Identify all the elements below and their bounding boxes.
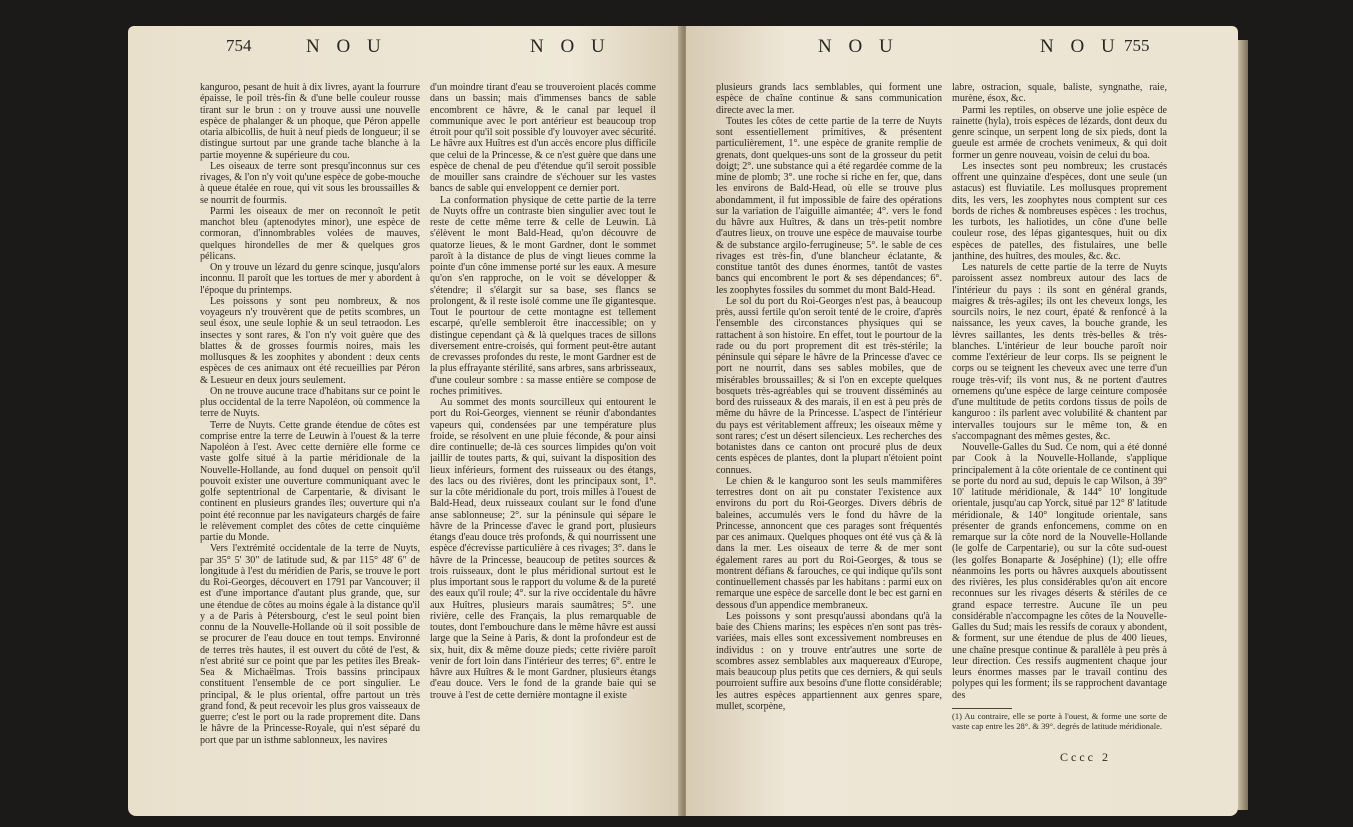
paragraph: Au sommet des monts sourcilleux qui entourent le port du Roi-Georges, viennent se réunir d'abondantes vapeurs qui, condensées par une température plus froide, se résolvent en une pluie féconde, & pour ainsi dire continuelle; de-là ces sources limpides qu'on voit jaillir de toutes parts, & qui, suivant la disposition des lieux inférieurs, forment des ruisseaux ou des étangs, des lacs ou des rivières, dont les principaux sont, 1°. sur la côte méridionale du port, trois milles à l'ouest de Bald-Head, deux ruisseaux coulant sur le fond d'une anse sablonneuse; 2°. sur la péninsule qui sépare le hâvre de la Princesse d'avec le grand port, plusieurs étangs d'eau douce très profonds, & qui nourrissent une espèce d'écrevisse particulière à ces rivages; 3°. dans le hâvre de la Princesse, beaucoup de petites sources & trois ruisseaux, dont le plus méridional surtout est le plus important sous le rapport du volume & de la pureté des eaux qu'il roule; 4°. sur la rive occidentale du hâvre aux Huîtres, plusieurs marais saumâtres; 5°. une rivière, celle des Français, la plus remarquable de toutes, dont l'embouchure dans le même hâvre est aussi large que la Seine à Paris, & dont la profondeur est de six, huit, dix & même douze pieds; cette rivière paroît venir de fort loin dans l'intérieur des terres; 6°. entre le hâvre aux Huîtres & le mont Gardner, plusieurs étangs d'eau douce. Vers le fond de la grande baie qui se trouve à l'est de cette dernière montagne il existe [430, 397, 656, 701]
paragraph: Parmi les reptiles, on observe une jolie espèce de rainette (hyla), trois espèces de lézards, dont deux du genre scinque, un serpent long de six pieds, dont la gueule est armée de crochets venimeux, & qui doit former un genre nouveau, voisin de celui du boa. [952, 104, 1167, 161]
right-page-column-2 [952, 82, 1167, 702]
paragraph: Les insectes sont peu nombreux; les crustacés offrent une quinzaine d'espèces, dont une seule (un astacus) est fluviatile. Les mollusques proprement dits, les vers, les zoophytes nous comptent sur ces bords de riches & nombreuses espèces : les trochus, les turbots, les haliotides, un cône d'une belle couleur rose, des lépas gigantesques, huit ou dix espèces de patelles, des fistulaires, une belle janthine, des huîtres, des moules, &c. &c. [952, 160, 1167, 262]
paragraph: La conformation physique de cette partie de la terre de Nuyts offre un contraste bien singulier avec tout le reste de cette même terre & celle de Leuwin. Là s'élèvent le mont Bald-Head, qu'on découvre de quatorze lieues, & le mont Gardner, dont le sommet paroît à la distance de plus de vingt lieues comme la pointe d'un cône immense porté sur les eaux. A mesure qu'on s'en rapproche, on le voit se développer & s'étendre; il s'élargit sur sa base, ses flancs se prolongent, & il reste isolé comme une île gigantesque. Tout le pourtour de cette montagne est tellement escarpé, qu'elle sembleroit être inaccessible; on y distingue cependant çà & là quelques traces de sillons diversement entre-croisés, qui forment peut-être autant de crevasses profondes du reste, le mont Gardner est de la plus effrayante stérilité, sans arbres, sans arbrisseaux, d'une couleur sombre : sa masse entière se compose de roches primitives. [430, 194, 656, 397]
paragraph: Le chien & le kanguroo sont les seuls mammifères terrestres dont on ait pu constater l'existence aux environs du port du Roi-Georges. Divers débris de baleines, accumulés vers le fond du hâvre de la Princesse, annoncent que ces parages sont fréquentés par ces animaux. Quelques phoques ont été vus çà & là dans la mer. Les oiseaux de terre & de mer sont également rares au port du Roi-Georges, & tous se montrent défians & farouches, ce qui indique qu'ils sont continuellement chassés par les habitans : parmi eux on remarque une espèce de sarcelle dont le bec est garni en dessous d'un appendice membraneux. [716, 475, 942, 611]
left-page-column-2 [430, 82, 656, 772]
left-page-column-1 [200, 82, 420, 772]
paragraph: On ne trouve aucune trace d'habitans sur ce point le plus occidental de la terre Napoléon, où commence la terre de Nuyts. [200, 385, 420, 420]
paragraph: Parmi les oiseaux de mer on reconnoît le petit manchot bleu (aptenodytes minor), une espèce de cormoran, d'innombrables volées de mauves, quelques hirondelles de mer & quelques gros pélicans. [200, 205, 420, 262]
page-edge-shadow [1238, 40, 1248, 810]
footnote: (1) Au contraire, elle se porte à l'ouest, & forme une sorte de vaste cap entre les 28°. & 39°. degrés de latitude méridionale. [952, 711, 1167, 731]
right-page-column-1 [716, 82, 942, 772]
page-number-right: 755 [1124, 36, 1150, 55]
paragraph: Vers l'extrémité occidentale de la terre de Nuyts, par 35° 5' 30" de latitude sud, & par 115° 48' 6" de longitude à l'est du méridien de Paris, se trouve le port du Roi-Georges, découvert en 1791 par Vancouver; il est d'une importance d'autant plus grande, que, sur une étendue de côtes au moins égale à la distance qu'il y a de Paris à Pétersbourg, c'est le seul point bien connu de la Nouvelle-Hollande où il soit possible de se procurer de l'eau douce en tout temps. Environné de terres très hautes, il est ouvert du côté de l'est, & n'est abrité sur ce point que par les petites îles Break-Sea & Michaëlmas. Trois bassins principaux constituent l'ensemble de ce port singulier. Le principal, & le plus oriental, offre partout un très grand fond, & peut recevoir les plus gros vaisseaux de guerre; c'est le port ou la rade proprement dite. Dans le hâvre de la Princesse-Royale, qui n'est séparé du port que par un isthme sablonneux, les navires [200, 543, 420, 746]
paragraph: Toutes les côtes de cette partie de la terre de Nuyts sont essentiellement primitives, & présentent particulièrement, 1°. une espèce de granite remplie de grenats, dont quelques-uns sont de la grosseur du petit doigt; 2°. une substance qui a été regardée comme de la mine de plomb; 3°. une roche si riche en fer, que, dans les environs de Bald-Head, où elle se trouve plus abondamment, il fut impossible de faire des opérations sur la variation de l'aiguille aimantée; 4°. vers le fond du hâvre aux Huîtres, & dans un très-petit nombre d'autres lieux, on trouve une espèce de mauvaise tourbe & de substance argilo-ferrugineuse; 5°. le sable de ces rivages est très-fin, d'une blancheur éclatante, & constitue tantôt des dunes énormes, tantôt de vastes bancs qui encombrent le port & ses dépendances; 6°. les zoophytes fossiles du sommet du mont Bald-Head. [716, 115, 942, 296]
paragraph: plusieurs grands lacs semblables, qui forment une espèce de chaîne continue & sans communication directe avec la mer. [716, 82, 942, 116]
signature-mark: Cccc 2 [1060, 750, 1111, 764]
paragraph: Nouvelle-Galles du Sud. Ce nom, qui a été donné par Cook à la Nouvelle-Hollande, s'applique principalement à la côte orientale de ce continent qui se porte du nord au sud, depuis le cap Wilson, à 39° 10' latitude méridionale, & 144° 10' longitude orientale, jusqu'au cap Yorck, situé par 12° 8' latitude méridionale, & 140° longitude orientale, sans présenter de grands enfoncemens, comme on en remarque sur la côte nord de la Nouvelle-Hollande (le golfe de Carpentarie), ou sur la côte sud-ouest (les golfes Bonaparte & Joséphine) (1); elle offre néanmoins les ports ou hâvres auxquels aboutissent des rivières, les plus considérables qu'on ait encore reconnues sur les rivages déserts & stériles de ce grand espace terrestre. Aucune île un peu considérable n'accompagne les côtes de la Nouvelle-Galles du Sud; mais les ressifs de coraux y abondent, & forment, sur une étendue de plus de 400 lieues, une chaîne presque continue & parallèle à peu près à leur direction. Ces ressifs augmentent chaque jour leurs énormes masses par le travail continu des polypes qui les forment; ils se rapprochent davantage des [952, 442, 1167, 701]
paragraph: kanguroo, pesant de huit à dix livres, ayant la fourrure épaisse, le poil très-fin & d'une belle couleur rousse tirant sur le brun : on y trouve aussi une nouvelle espèce de phalanger & un phoque, que Péron appelle otaria albicollis, de huit à neuf pieds de longueur; il se distingue surtout par une grande tache blanche à la partie moyenne & supérieure du cou. [200, 82, 420, 161]
running-head-right-1: N O U [818, 36, 899, 57]
running-head-left-2: N O U [530, 36, 611, 57]
page-number-left: 754 [226, 36, 252, 55]
paragraph: d'un moindre tirant d'eau se trouveroient placés comme dans un bassin; mais d'immenses bancs de sable encombrent ce hâvre, & le canal par lequel il communique avec le port antérieur est beaucoup trop étroit pour qu'il soit possible d'y louvoyer avec sécurité. Le hâvre aux Huîtres est d'un accès encore plus difficile que celui de la Princesse, & ce n'est guère que dans une espèce de chenal de peu d'étendue qu'il seroit possible de mouiller sans craindre de s'échouer sur les vastes bancs de sable qui enveloppent ce dernier port. [430, 82, 656, 195]
paragraph: labre, ostracion, squale, baliste, syngnathe, raie, murène, ésox, &c. [952, 82, 1167, 105]
paragraph: Les poissons y sont presqu'aussi abondans qu'à la baie des Chiens marins; les espèces n'en sont pas très-variées, mais elles sont excessivement nombreuses en individus : on y trouve entr'autres une sorte de scombres assez semblables aux maquereaux d'Europe, mais beaucoup plus petits que ces derniers, & qui seuls pourroient suffire aux besoins d'une flotte considérable; les autres espèces appartiennent aux genres spare, mullet, scorpène, [716, 610, 942, 712]
paragraph: Les oiseaux de terre sont presqu'inconnus sur ces rivages, & l'on n'y voit qu'une espèce de gobe-mouche à queue étalée en roue, qui vit sous les broussailles & se nourrit de fourmis. [200, 160, 420, 206]
paragraph: Les naturels de cette partie de la terre de Nuyts paroissent assez nombreux autour des lacs de l'intérieur du pays : ils sont en général grands, maigres & très-agiles; ils ont les cheveux longs, les sourcils noirs, le nez court, épaté & renfoncé à la naissance, les yeux caves, la bouche grande, les lèvres saillantes, les dents très-belles & très-blanches. L'intérieur de leur bouche paroît noir comme l'extérieur de leur corps. Ils se peignent le corps ou se teignent les cheveux avec une terre d'un rouge très-vif; ils vont nus, & ne portent d'autres ornemens qu'une espèce de large ceinture composée d'une multitude de petits cordons tissus de poils de kanguroo : ils parlent avec volubilité & chantent par intervalles toujours sur le même ton, & en s'accompagnant des mêmes gestes, &c. [952, 262, 1167, 442]
paragraph: On y trouve un lézard du genre scinque, jusqu'alors inconnu. Il paroît que les tortues de mer y abordent à l'époque du printemps. [200, 262, 420, 296]
paragraph: Les poissons y sont peu nombreux, & nos voyageurs n'y trouvèrent que de petits scombres, un seul ésox, une seule lophie & un seul tetraodon. Les insectes y sont rares, & l'on n'y voit guère que des blattes & de grosses fourmis noires, mais les mollusques & les zoophites y abondent : deux cents espèces de ces animaux ont été recueillies par Péron & Lesueur en deux jours seulement. [200, 295, 420, 386]
paragraph: Le sol du port du Roi-Georges n'est pas, à beaucoup près, aussi fertile qu'on seroit tenté de le croire, d'après l'ensemble des circonstances physiques qui se rattachent à son histoire. En effet, tout le pourtour de la rade ou du port proprement dit est très-stérile; la péninsule qui sépare le hâvre de la Princesse d'avec ce port ne nourrit, dans ses sables mobiles, que de misérables broussailles; & si l'on en excepte quelques bosquets très-agréables qui se trouvent disséminés au bord des ruisseaux & des marais, il en est à peu près de même du hâvre de la Princesse. L'aspect de l'intérieur du pays est véritablement affreux; les oiseaux même y sont rares; c'est un désert silencieux. Les recherches des botanistes dans ce canton ont procuré plus de deux cents espèces de plantes, dont la plupart n'étoient point connues. [716, 295, 942, 476]
paragraph: Terre de Nuyts. Cette grande étendue de côtes est comprise entre la terre de Leuwin à l'ouest & la terre Napoléon à l'est. Avec cette dernière elle forme ce vaste golfe situé à la partie méridionale de la Nouvelle-Hollande, au fond duquel on pensoit qu'il pouvoit exister une ouverture communiquant avec le golfe septentrional de Carpentarie, & divisant le continent en plusieurs grandes îles; ouverture qui n'a point été reconnue par les navigateurs chargés de faire le relèvement complet des côtes de cette cinquième partie du Monde. [200, 419, 420, 543]
footnote-rule [952, 708, 1012, 709]
running-head-left-1: N O U [306, 36, 387, 57]
running-head-right-2: N O U [1040, 36, 1121, 57]
